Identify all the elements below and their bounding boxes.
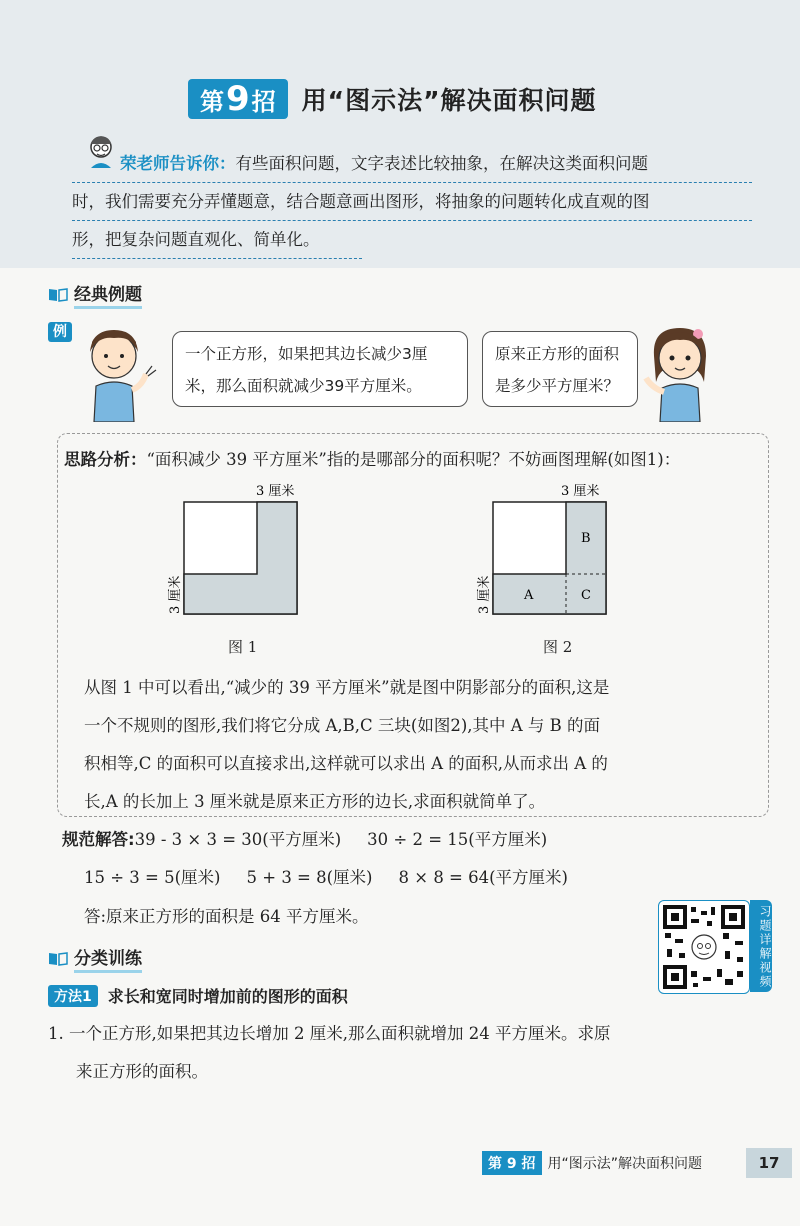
solution-step-2: 30 ÷ 2 = 15(平方厘米) xyxy=(367,830,548,849)
fig1-caption: 图 1 xyxy=(228,638,258,656)
label-b: B xyxy=(581,531,591,546)
solution-label: 规范解答: xyxy=(62,830,135,849)
speech-bubble-right xyxy=(482,331,638,407)
boy-illustration xyxy=(82,326,160,422)
speech-bubble-left xyxy=(172,331,468,407)
bubble-left-line-2: 米，那么面积就减少39平方厘米。 xyxy=(185,377,422,395)
footer-chapter-number: 第 9 招 xyxy=(482,1151,542,1175)
qr-code-icon[interactable] xyxy=(658,900,750,994)
solution-step-5: 8 × 8 = 64(平方厘米) xyxy=(398,868,568,887)
badge-suffix: 招 xyxy=(251,88,276,116)
chapter-badge xyxy=(188,79,288,119)
question-1-line-2: 来正方形的面积。 xyxy=(76,1062,208,1081)
analysis-paragraph-line-4: 长,A 的长加上 3 厘米就是原来正方形的边长,求面积就简单了。 xyxy=(84,792,546,811)
tip-line-1 xyxy=(72,145,752,183)
bubble-left-line-1: 一个正方形，如果把其边长减少3厘 xyxy=(185,345,428,363)
training-section-heading xyxy=(48,944,142,973)
chapter-title xyxy=(188,78,597,120)
page-number: 17 xyxy=(746,1148,792,1178)
analysis-intro xyxy=(64,446,680,470)
example-tag: 例 xyxy=(48,322,72,342)
analysis-intro-text: “面积减少 39 平方厘米”指的是哪部分的面积呢？不妨画图理解(如图1)： xyxy=(146,450,681,469)
book-icon xyxy=(48,951,68,966)
book-icon xyxy=(48,287,68,302)
training-section-title: 分类训练 xyxy=(74,944,142,973)
method-heading xyxy=(48,984,348,1007)
tip-line-2 xyxy=(72,183,752,221)
figure-1 xyxy=(164,478,314,618)
qr-code-caption: 习题详解视频 xyxy=(750,900,772,992)
page-title: 用“图示法”解决面积问题 xyxy=(301,86,597,115)
page-footer xyxy=(482,1148,792,1178)
tip-text-1: 有些面积问题，文字表述比较抽象，在解决这类面积问题 xyxy=(235,154,648,173)
question-1-line-1: 1. 一个正方形,如果把其边长增加 2 厘米,那么面积就增加 24 平方厘米。求原 xyxy=(48,1024,611,1043)
analysis-paragraph-line-1: 从图 1 中可以看出,“减少的 39 平方厘米”就是图中阴影部分的面积,这是 xyxy=(84,678,610,697)
fig1-side-label: 3 厘米 xyxy=(168,575,183,614)
fig2-top-label: 3 厘米 xyxy=(561,484,600,499)
solution-line-1 xyxy=(62,826,547,850)
fig1-top-label: 3 厘米 xyxy=(256,484,295,499)
girl-illustration xyxy=(640,322,722,422)
solution-step-1: 39 - 3 × 3 = 30(平方厘米) xyxy=(134,830,342,849)
solution-step-4: 5 + 3 = 8(厘米) xyxy=(246,868,373,887)
bubble-right-line-2: 是多少平方厘米？ xyxy=(495,377,620,395)
figure-2 xyxy=(473,478,623,618)
method-title: 求长和宽同时增加前的图形的面积 xyxy=(107,987,348,1006)
badge-prefix: 第 xyxy=(200,88,224,116)
label-a: A xyxy=(524,588,534,603)
label-c: C xyxy=(581,588,591,603)
fig2-caption: 图 2 xyxy=(543,638,573,656)
solution-step-3: 15 ÷ 3 = 5(厘米) xyxy=(84,868,221,887)
tip-text-2: 时，我们需要充分弄懂题意，结合题意画出图形，将抽象的问题转化成直观的图 xyxy=(72,192,650,211)
analysis-paragraph-line-3: 积相等,C 的面积可以直接求出,这样就可以求出 A 的面积,从而求出 A 的 xyxy=(84,754,608,773)
tip-line-3 xyxy=(72,221,362,259)
tip-text-3: 形，把复杂问题直观化、简单化。 xyxy=(72,230,320,249)
example-section-title: 经典例题 xyxy=(74,280,142,309)
tip-speaker: 荣老师告诉你： xyxy=(120,154,236,173)
solution-answer: 答:原来正方形的面积是 64 平方厘米。 xyxy=(84,907,369,926)
header-band xyxy=(0,0,800,268)
teacher-tip xyxy=(72,145,752,259)
badge-number: 9 xyxy=(226,79,250,119)
solution-line-2 xyxy=(84,864,568,888)
analysis-label: 思路分析： xyxy=(64,450,147,469)
method-tag: 方法1 xyxy=(48,985,98,1007)
fig2-side-label: 3 厘米 xyxy=(477,575,492,614)
analysis-paragraph-line-2: 一个不规则的图形,我们将它分成 A,B,C 三块(如图2),其中 A 与 B 的面 xyxy=(84,716,601,735)
example-section-heading xyxy=(48,280,142,309)
bubble-right-line-1: 原来正方形的面积 xyxy=(495,345,620,363)
footer-title: 用“图示法”解决面积问题 xyxy=(547,1156,703,1172)
